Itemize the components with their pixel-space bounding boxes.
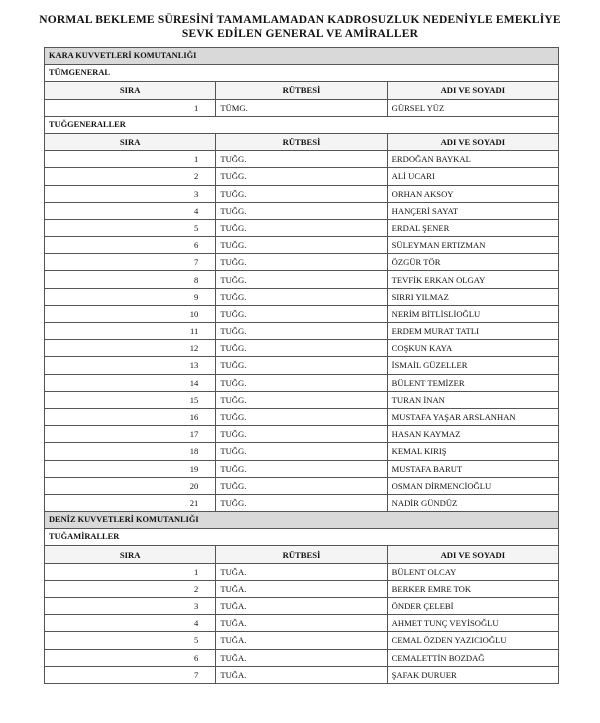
row-sira: 19 [45, 460, 216, 477]
row-rutbe: TUĞA. [216, 563, 387, 580]
row-ad-soyad: SIRRI YILMAZ [387, 288, 558, 305]
row-rutbe: TUĞG. [216, 237, 387, 254]
row-sira: 1 [45, 151, 216, 168]
row-ad-soyad: NADİR GÜNDÜZ [387, 494, 558, 511]
subsection-tugamiraller [45, 529, 559, 546]
row-rutbe: TUĞG. [216, 340, 387, 357]
row-sira: 18 [45, 443, 216, 460]
row-rutbe: TÜMG. [216, 99, 387, 116]
table-row [45, 202, 559, 219]
subsection-tumgeneral-label: TÜMGENERAL [45, 65, 559, 82]
row-ad-soyad: İSMAİL GÜZELLER [387, 357, 558, 374]
row-rutbe: TUĞA. [216, 632, 387, 649]
row-ad-soyad: AHMET TUNÇ VEYİSOĞLU [387, 615, 558, 632]
row-rutbe: TUĞG. [216, 202, 387, 219]
table-row [45, 408, 559, 425]
row-ad-soyad: COŞKUN KAYA [387, 340, 558, 357]
row-sira: 3 [45, 598, 216, 615]
column-header-rutbesi: RÜTBESİ [216, 82, 387, 99]
row-rutbe: TUĞG. [216, 374, 387, 391]
row-ad-soyad: MUSTAFA BARUT [387, 460, 558, 477]
table-row [45, 99, 559, 116]
row-sira: 11 [45, 323, 216, 340]
row-ad-soyad: ALİ UCARI [387, 168, 558, 185]
table-row [45, 460, 559, 477]
subsection-tuggeneraller [45, 116, 559, 133]
row-sira: 17 [45, 426, 216, 443]
table-row [45, 563, 559, 580]
row-rutbe: TUĞG. [216, 305, 387, 322]
row-rutbe: TUĞG. [216, 460, 387, 477]
row-ad-soyad: ERDOĞAN BAYKAL [387, 151, 558, 168]
column-header-row [45, 133, 559, 150]
table-row [45, 254, 559, 271]
row-sira: 4 [45, 615, 216, 632]
row-sira: 4 [45, 202, 216, 219]
row-sira: 15 [45, 391, 216, 408]
personnel-table [44, 47, 559, 684]
table-row [45, 340, 559, 357]
row-sira: 10 [45, 305, 216, 322]
section-deniz-kuvvetleri-label: DENİZ KUVVETLERİ KOMUTANLIĞI [45, 512, 559, 529]
section-deniz-kuvvetleri [45, 512, 559, 529]
row-sira: 16 [45, 408, 216, 425]
row-ad-soyad: ÖNDER ÇELEBİ [387, 598, 558, 615]
row-sira: 8 [45, 271, 216, 288]
row-ad-soyad: ORHAN AKSOY [387, 185, 558, 202]
table-row [45, 426, 559, 443]
table-row [45, 666, 559, 683]
row-rutbe: TUĞG. [216, 408, 387, 425]
table-row [45, 649, 559, 666]
table-row [45, 168, 559, 185]
table-row [45, 271, 559, 288]
row-ad-soyad: ÖZGÜR TÖR [387, 254, 558, 271]
table-row [45, 185, 559, 202]
column-header-sira: SIRA [45, 82, 216, 99]
table-row [45, 477, 559, 494]
row-sira: 1 [45, 99, 216, 116]
row-sira: 5 [45, 632, 216, 649]
table-row [45, 443, 559, 460]
table-row [45, 219, 559, 236]
column-header-row [45, 546, 559, 563]
row-ad-soyad: ERDEM MURAT TATLI [387, 323, 558, 340]
row-ad-soyad: TEVFİK ERKAN OLGAY [387, 271, 558, 288]
row-sira: 1 [45, 563, 216, 580]
row-rutbe: TUĞG. [216, 185, 387, 202]
row-rutbe: TUĞG. [216, 151, 387, 168]
personnel-table-body [45, 48, 559, 684]
row-ad-soyad: SÜLEYMAN ERTIZMAN [387, 237, 558, 254]
row-rutbe: TUĞG. [216, 391, 387, 408]
row-sira: 13 [45, 357, 216, 374]
row-ad-soyad: BÜLENT OLCAY [387, 563, 558, 580]
row-rutbe: TUĞA. [216, 615, 387, 632]
table-row [45, 494, 559, 511]
row-rutbe: TUĞG. [216, 271, 387, 288]
subsection-tumgeneral [45, 65, 559, 82]
row-ad-soyad: ŞAFAK DURUER [387, 666, 558, 683]
row-sira: 7 [45, 254, 216, 271]
column-header-adi-soyadi: ADI VE SOYADI [387, 82, 558, 99]
section-kara-kuvvetleri [45, 48, 559, 65]
row-ad-soyad: GÜRSEL YÜZ [387, 99, 558, 116]
title-line-1: NORMAL BEKLEME SÜRESİNİ TAMAMLAMADAN KADROSUZLUK NEDENİYLE EMEKLİYE [39, 14, 561, 26]
row-ad-soyad: HANÇERİ SAYAT [387, 202, 558, 219]
row-sira: 3 [45, 185, 216, 202]
column-header-sira: SIRA [45, 133, 216, 150]
row-sira: 7 [45, 666, 216, 683]
row-rutbe: TUĞG. [216, 494, 387, 511]
table-row [45, 598, 559, 615]
row-rutbe: TUĞG. [216, 357, 387, 374]
table-row [45, 580, 559, 597]
column-header-rutbesi: RÜTBESİ [216, 133, 387, 150]
row-rutbe: TUĞG. [216, 288, 387, 305]
row-ad-soyad: HASAN KAYMAZ [387, 426, 558, 443]
table-row [45, 151, 559, 168]
row-ad-soyad: CEMALETTİN BOZDAĞ [387, 649, 558, 666]
row-rutbe: TUĞG. [216, 219, 387, 236]
subsection-tuggeneraller-label: TUĞGENERALLER [45, 116, 559, 133]
table-row [45, 374, 559, 391]
row-rutbe: TUĞG. [216, 426, 387, 443]
table-row [45, 357, 559, 374]
row-rutbe: TUĞA. [216, 649, 387, 666]
row-ad-soyad: OSMAN DİRMENCİOĞLU [387, 477, 558, 494]
row-sira: 2 [45, 168, 216, 185]
table-row [45, 615, 559, 632]
row-sira: 20 [45, 477, 216, 494]
table-row [45, 288, 559, 305]
row-sira: 6 [45, 649, 216, 666]
row-rutbe: TUĞG. [216, 477, 387, 494]
row-sira: 5 [45, 219, 216, 236]
row-ad-soyad: CEMAL ÖZDEN YAZICIOĞLU [387, 632, 558, 649]
row-sira: 12 [45, 340, 216, 357]
row-ad-soyad: BÜLENT TEMİZER [387, 374, 558, 391]
section-kara-kuvvetleri-label: KARA KUVVETLERİ KOMUTANLIĞI [45, 48, 559, 65]
row-sira: 21 [45, 494, 216, 511]
row-ad-soyad: ERDAL ŞENER [387, 219, 558, 236]
document-title [0, 13, 600, 41]
row-rutbe: TUĞG. [216, 323, 387, 340]
row-rutbe: TUĞA. [216, 598, 387, 615]
table-row [45, 237, 559, 254]
row-ad-soyad: TURAN İNAN [387, 391, 558, 408]
row-ad-soyad: MUSTAFA YAŞAR ARSLANHAN [387, 408, 558, 425]
column-header-row [45, 82, 559, 99]
table-row [45, 305, 559, 322]
row-sira: 9 [45, 288, 216, 305]
table-row [45, 391, 559, 408]
column-header-adi-soyadi: ADI VE SOYADI [387, 133, 558, 150]
table-row [45, 632, 559, 649]
row-rutbe: TUĞA. [216, 666, 387, 683]
table-row [45, 323, 559, 340]
column-header-adi-soyadi: ADI VE SOYADI [387, 546, 558, 563]
row-rutbe: TUĞA. [216, 580, 387, 597]
subsection-tugamiraller-label: TUĞAMİRALLER [45, 529, 559, 546]
row-sira: 2 [45, 580, 216, 597]
row-rutbe: TUĞG. [216, 168, 387, 185]
row-ad-soyad: KEMAL KIRIŞ [387, 443, 558, 460]
row-ad-soyad: NERİM BİTLİSLİOĞLU [387, 305, 558, 322]
column-header-rutbesi: RÜTBESİ [216, 546, 387, 563]
column-header-sira: SIRA [45, 546, 216, 563]
row-rutbe: TUĞG. [216, 443, 387, 460]
title-line-2: SEVK EDİLEN GENERAL VE AMİRALLER [181, 28, 419, 40]
row-sira: 14 [45, 374, 216, 391]
row-sira: 6 [45, 237, 216, 254]
row-rutbe: TUĞG. [216, 254, 387, 271]
row-ad-soyad: BERKER EMRE TOK [387, 580, 558, 597]
